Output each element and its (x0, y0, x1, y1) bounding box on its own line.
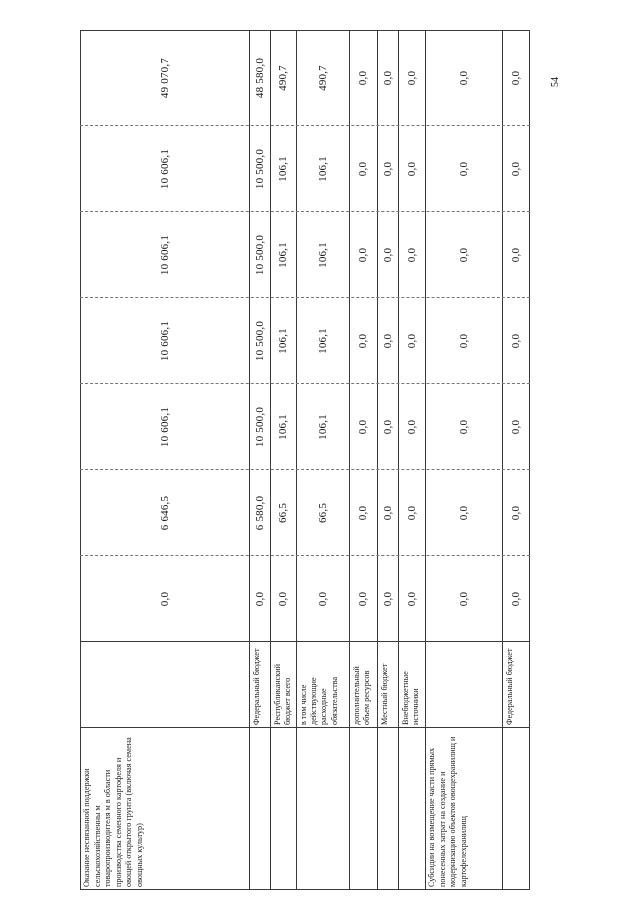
funding-source: в том числе действующие расходные обязательства (299, 676, 339, 725)
funding-source: дополнительный объем ресурсов (352, 666, 372, 725)
value-cell: 0,0 (381, 161, 394, 177)
value-cell: 0,0 (381, 333, 394, 349)
value-cell: 0,0 (510, 333, 522, 349)
budget-table-grid (80, 30, 530, 890)
value-cell: 0,0 (158, 591, 171, 607)
value-cell: 6 580,0 (253, 495, 266, 531)
value-cell: 106,1 (316, 242, 329, 268)
value-cell: 0,0 (357, 591, 369, 607)
value-cell: 0,0 (357, 505, 369, 521)
value-cell: 0,0 (510, 505, 522, 521)
value-cell: 0,0 (457, 247, 470, 263)
budget-table-sheet (80, 30, 530, 890)
value-cell: 10 606,1 (158, 320, 171, 362)
value-cell: 0,0 (405, 505, 418, 521)
value-cell: 0,0 (457, 161, 470, 177)
value-cell: 0,0 (381, 591, 394, 607)
value-cell: 10 500,0 (253, 148, 266, 190)
value-cell: 48 580,0 (253, 57, 266, 99)
value-cell: 0,0 (357, 70, 369, 86)
value-cell: 0,0 (357, 161, 369, 177)
value-cell: 0,0 (457, 70, 470, 86)
value-cell: 0,0 (381, 505, 394, 521)
value-cell: 0,0 (405, 333, 418, 349)
value-cell: 0,0 (357, 247, 369, 263)
value-cell: 0,0 (405, 247, 418, 263)
value-cell: 10 500,0 (253, 406, 266, 448)
value-cell: 0,0 (510, 161, 522, 177)
value-cell: 106,1 (277, 328, 289, 354)
value-cell: 0,0 (381, 70, 394, 86)
value-cell: 10 606,1 (158, 234, 171, 276)
value-cell: 106,1 (316, 156, 329, 182)
value-cell: 490,7 (316, 65, 329, 91)
value-cell: 0,0 (277, 591, 289, 607)
value-cell: 0,0 (316, 591, 329, 607)
value-cell: 106,1 (316, 328, 329, 354)
funding-source: Федеральный бюджет (252, 648, 261, 725)
value-cell: 0,0 (357, 333, 369, 349)
value-cell: 0,0 (457, 591, 470, 607)
value-cell: 10 500,0 (253, 234, 266, 276)
value-cell: 490,7 (277, 65, 289, 91)
value-cell: 0,0 (510, 70, 522, 86)
funding-source: Внебюджетные источники (401, 671, 421, 725)
value-cell: 6 646,5 (158, 495, 171, 531)
value-cell: 0,0 (457, 333, 470, 349)
value-cell: 10 606,1 (158, 406, 171, 448)
value-cell: 49 070,7 (158, 57, 171, 99)
value-cell: 10 606,1 (158, 148, 171, 190)
value-cell: 0,0 (457, 505, 470, 521)
value-cell: 106,1 (277, 414, 289, 440)
value-cell: 0,0 (457, 419, 470, 435)
value-cell: 0,0 (510, 247, 522, 263)
value-cell: 0,0 (405, 161, 418, 177)
value-cell: 0,0 (381, 247, 394, 263)
value-cell: 0,0 (253, 591, 266, 607)
value-cell: 66,5 (316, 502, 329, 524)
funding-source: Местный бюджет (380, 663, 389, 725)
page-number: 54 (549, 77, 561, 87)
value-cell: 10 500,0 (253, 320, 266, 362)
value-cell: 106,1 (277, 156, 289, 182)
value-cell: 0,0 (405, 591, 418, 607)
row-description: Субсидии на возмещение части прямых понесенных затрат на создание и модернизацию объектов овощехранилищ и картофелехранилищ (427, 736, 468, 887)
funding-source: Республиканский бюджет всего (273, 664, 293, 725)
value-cell: 0,0 (357, 419, 369, 435)
value-cell: 0,0 (381, 419, 394, 435)
row-description: Оказание несвязанной поддержки сельскохозяйственны м товаропроизводителя м в области производства семенного картофеля и овощей открытого грунта (включая семена овощных культур) (82, 737, 144, 887)
value-cell: 66,5 (277, 502, 289, 524)
value-cell: 0,0 (405, 419, 418, 435)
funding-source: Федеральный бюджет (505, 648, 514, 725)
value-cell: 106,1 (316, 414, 329, 440)
value-cell: 106,1 (277, 242, 289, 268)
value-cell: 0,0 (510, 419, 522, 435)
value-cell: 0,0 (510, 591, 522, 607)
value-cell: 0,0 (405, 70, 418, 86)
